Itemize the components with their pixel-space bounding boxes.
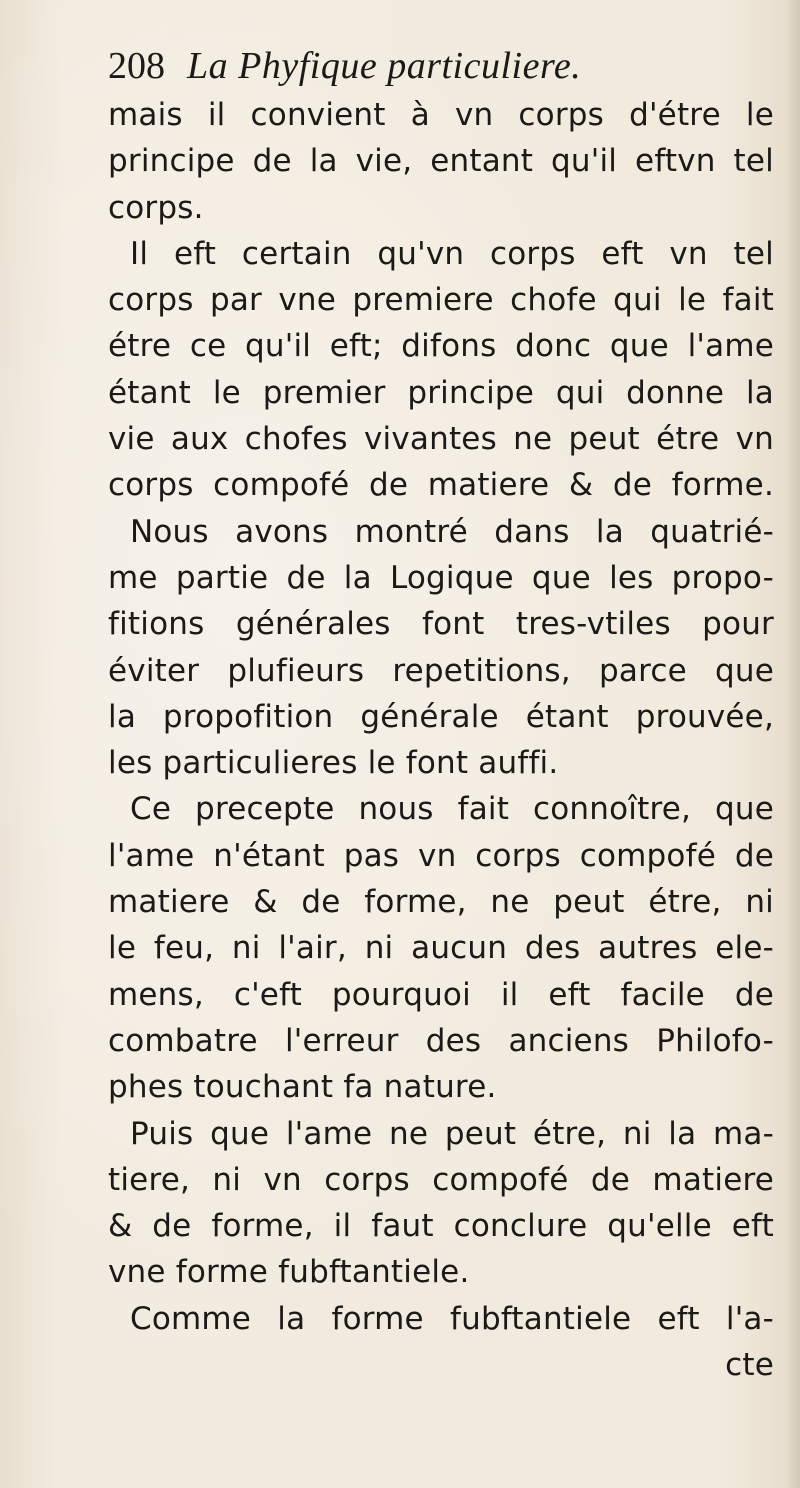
page-edge-shadow [786, 0, 800, 1488]
running-title: La Phyfique particuliere. [187, 45, 582, 87]
text-line: Il eft certain qu'vn corps eft vn tel [130, 235, 774, 272]
text-line: corps compofé de matiere & de forme. [108, 467, 774, 504]
text-line: étre ce qu'il eft; difons donc que l'ame [108, 328, 774, 365]
page-number: 208 [108, 45, 165, 87]
text-line: Comme la forme fubftantiele eft l'a- [130, 1300, 774, 1337]
text-line: la propofition générale étant prouvée, [108, 698, 774, 735]
text-line: mais il convient à vn corps d'étre le [108, 97, 774, 133]
body-text [108, 92, 774, 1388]
text-line: principe de la vie, entant qu'il eftvn tel [108, 143, 774, 180]
text-line: éviter plufieurs repetitions, parce que [108, 652, 774, 689]
text-line: & de forme, il faut conclure qu'elle eft [108, 1208, 774, 1245]
text-line: phes touchant fa nature. [108, 1069, 497, 1106]
text-line: fitions générales font tres-vtiles pour [108, 606, 774, 643]
text-line: l'ame n'étant pas vn corps compofé de [108, 837, 774, 874]
text-line: combatre l'erreur des anciens Philofo- [108, 1022, 774, 1059]
catchword: cte [725, 1347, 774, 1384]
text-line: me partie de la Logique que les propo- [108, 559, 774, 596]
text-line: les particulieres le font auffi. [108, 745, 559, 782]
text-line: Ce precepte nous fait connoître, que [130, 791, 774, 828]
text-line: corps par vne premiere chofe qui le fait [108, 282, 774, 319]
text-line: vie aux chofes vivantes ne peut étre vn [108, 421, 774, 458]
text-line: tiere, ni vn corps compofé de matiere [108, 1161, 774, 1198]
text-line: étant le premier principe qui donne la [108, 374, 774, 411]
text-line: le feu, ni l'air, ni aucun des autres ele- [108, 930, 774, 967]
text-line: Puis que l'ame ne peut étre, ni la ma- [130, 1115, 774, 1152]
text-line: vne forme fubftantiele. [108, 1254, 470, 1291]
text-line: mens, c'eft pourquoi il eft facile de [108, 976, 774, 1013]
text-line: Nous avons montré dans la quatrié- [130, 513, 774, 550]
text-line: corps. [108, 189, 204, 226]
text-line: matiere & de forme, ne peut étre, ni [108, 884, 774, 921]
